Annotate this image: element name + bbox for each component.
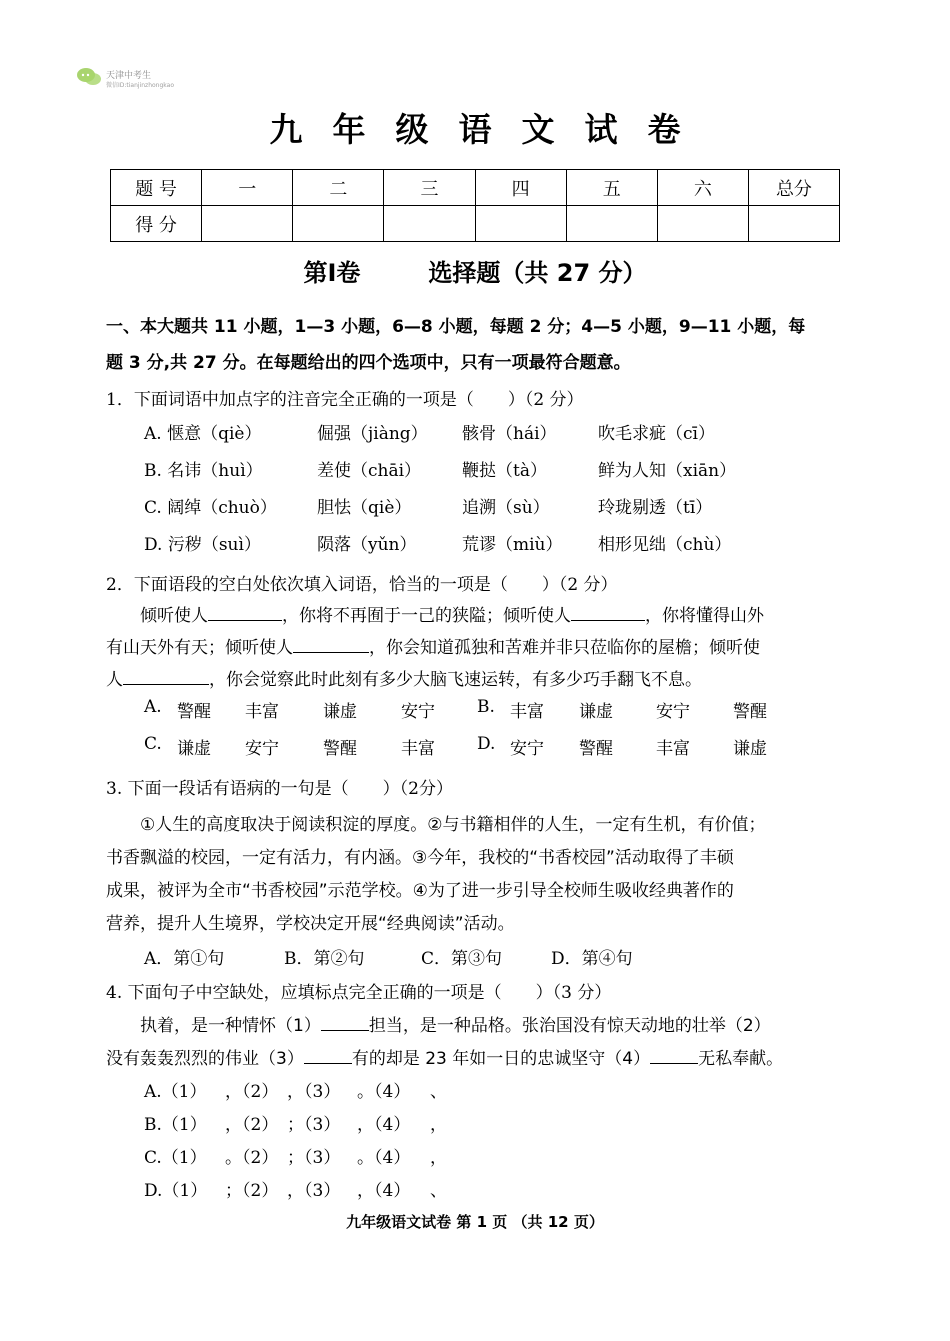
score-table-score-row	[111, 206, 840, 242]
fill-blank[interactable]	[123, 683, 209, 685]
option-part: ，	[430, 1148, 447, 1168]
option-label: A.	[144, 697, 162, 717]
option-part: ，（3）	[287, 1082, 341, 1102]
score-entry-cell[interactable]	[748, 206, 839, 242]
page-title: 九年级语文试卷	[269, 110, 711, 149]
question-2-stem: 2．下面语段的空白处依次填入词语，恰当的一项是（ ）（2 分）	[106, 575, 618, 595]
option-b-word-4: 鲜为人知（xiān）	[598, 461, 737, 481]
option-c: C．第③句	[421, 949, 503, 969]
section-part: 第Ⅰ卷	[303, 259, 361, 287]
question-3-stem: 3. 下面一段话有语病的一句是（ ）（2分）	[106, 779, 453, 799]
question-2-paragraph-line-2	[106, 633, 760, 658]
option-word: 谦虚	[323, 702, 357, 722]
option-d-word-2: 陨落（yǔn）	[317, 535, 417, 555]
question-1-stem: 1．下面词语中加点字的注音完全正确的一项是（ ）（2 分）	[106, 390, 584, 410]
option-c-word-2: 胆怯（qiè）	[317, 498, 412, 518]
option-word: 丰富	[401, 739, 435, 759]
option-word: 警醒	[177, 702, 211, 722]
option-word: 安宁	[401, 702, 435, 722]
score-table-cell: 题 号	[111, 170, 202, 206]
option-part: D.（1）	[144, 1181, 208, 1201]
sentence-text: 有的却是 23 年如一日的忠诚坚守（4）	[351, 1049, 651, 1069]
option-a-word-4: 吹毛求疵（cī）	[598, 424, 715, 444]
score-entry-cell[interactable]	[475, 206, 566, 242]
option-part: ；（3）	[287, 1148, 341, 1168]
option-a-word-2: 倔强（jiàng）	[317, 424, 428, 444]
score-entry-cell[interactable]	[566, 206, 657, 242]
option-part: ，（2）	[225, 1115, 279, 1135]
question-4-sentence-line-1	[140, 1011, 771, 1036]
score-table-header-row	[111, 170, 840, 206]
paragraph-text: ，你会觉察此时此刻有多少大脑飞速运转，有多少巧手翻飞不息。	[209, 670, 702, 690]
page-footer: 九年级语文试卷 第 1 页 （共 12 页）	[346, 1213, 604, 1231]
question-4-sentence-line-2	[106, 1044, 783, 1069]
option-d-word-4: 相形见绌（chù）	[598, 535, 732, 555]
paragraph-text: ，你会知道孤独和苦难并非只莅临你的屋檐；倾听使	[369, 638, 760, 658]
option-word: 谦虚	[579, 702, 613, 722]
fill-blank[interactable]	[208, 619, 282, 621]
option-part: ，（4）	[357, 1115, 411, 1135]
option-label: C.	[144, 734, 162, 754]
score-table-cell: 四	[475, 170, 566, 206]
score-entry-cell[interactable]	[384, 206, 475, 242]
option-d: D．第④句	[551, 949, 633, 969]
score-table-cell: 一	[202, 170, 293, 206]
option-part: 、	[430, 1181, 447, 1201]
logo-subtitle: 微信ID:tianjinzhongkao	[106, 82, 174, 89]
sentence-text: 没有轰轰烈烈的伟业（3）	[106, 1049, 304, 1069]
instructions-line-1: 一、本大题共 11 小题，1—3 小题，6—8 小题，每题 2 分；4—5 小题，9—11 小题，每	[106, 317, 806, 337]
sentence-text: 执着，是一种情怀（1）	[140, 1016, 321, 1036]
option-word: 安宁	[656, 702, 690, 722]
option-c-word-4: 玲珑剔透（tī）	[598, 498, 713, 518]
fill-blank[interactable]	[321, 1029, 369, 1031]
section-name: 选择题（共 27 分）	[428, 259, 647, 287]
option-part: 。（2）	[225, 1148, 279, 1168]
option-part: B.（1）	[144, 1115, 207, 1135]
score-table-cell: 三	[384, 170, 475, 206]
logo	[76, 66, 174, 92]
score-entry-cell[interactable]	[657, 206, 748, 242]
option-b: B．第②句	[284, 949, 365, 969]
score-table-cell: 得 分	[111, 206, 202, 242]
option-word: 丰富	[245, 702, 279, 722]
option-d-word-3: 荒谬（miù）	[462, 535, 563, 555]
score-table-cell: 二	[293, 170, 384, 206]
section-heading	[0, 253, 950, 288]
logo-name: 天津中考生	[106, 71, 152, 81]
option-part: C.（1）	[144, 1148, 207, 1168]
option-part: ；（2）	[225, 1181, 279, 1201]
option-a-word-3: 骸骨（hái）	[462, 424, 557, 444]
paragraph-text: 人	[106, 670, 123, 690]
score-table-cell: 总分	[748, 170, 839, 206]
option-word: 安宁	[245, 739, 279, 759]
question-3-paragraph-line: 营养，提升人生境界，学校决定开展“经典阅读”活动。	[106, 914, 515, 934]
option-label: D.	[477, 734, 496, 754]
fill-blank[interactable]	[650, 1062, 698, 1064]
fill-blank[interactable]	[293, 651, 369, 653]
option-a-word-1: A. 惬意（qiè）	[144, 424, 262, 444]
option-a: A．第①句	[144, 949, 225, 969]
option-word: 警醒	[323, 739, 357, 759]
option-part: ，	[430, 1115, 447, 1135]
sentence-text: 担当，是一种品格。张治国没有惊天动地的壮举（2）	[368, 1016, 771, 1036]
option-part: ；（3）	[287, 1115, 341, 1135]
option-word: 安宁	[510, 739, 544, 759]
option-part: ，（2）	[225, 1082, 279, 1102]
option-part: ，（3）	[287, 1181, 341, 1201]
score-table-cell: 六	[657, 170, 748, 206]
option-word: 谦虚	[177, 739, 211, 759]
question-2-paragraph-line-3	[106, 665, 702, 690]
option-c-word-3: 追溯（sù）	[462, 498, 550, 518]
question-3-paragraph-line: 书香飘溢的校园，一定有活力，有内涵。③今年，我校的“书香校园”活动取得了丰硕	[106, 848, 734, 868]
question-2-paragraph-line-1	[140, 601, 764, 626]
fill-blank[interactable]	[304, 1062, 352, 1064]
option-c-word-1: C. 阔绰（chuò）	[144, 498, 277, 518]
option-word: 警醒	[733, 702, 767, 722]
option-b-word-2: 差使（chāi）	[317, 461, 422, 481]
option-part: 。（4）	[357, 1148, 411, 1168]
option-d-word-1: D. 污秽（suì）	[144, 535, 261, 555]
paragraph-text: ，你将不再囿于一己的狭隘；倾听使人	[282, 606, 571, 626]
option-part: A.（1）	[144, 1082, 207, 1102]
chat-bubble-icon	[76, 66, 102, 88]
score-table-cell: 五	[566, 170, 657, 206]
option-part: 。（4）	[357, 1082, 411, 1102]
score-entry-cell[interactable]	[293, 206, 384, 242]
paragraph-text: 有山天外有天；倾听使人	[106, 638, 293, 658]
option-b-word-1: B. 名讳（huì）	[144, 461, 263, 481]
paragraph-text: ，你将懂得山外	[645, 606, 764, 626]
option-word: 谦虚	[733, 739, 767, 759]
fill-blank[interactable]	[571, 619, 645, 621]
sentence-text: 无私奉献。	[698, 1049, 784, 1069]
option-part: ，（4）	[357, 1181, 411, 1201]
question-4-stem: 4. 下面句子中空缺处，应填标点完全正确的一项是（ ）（3 分）	[106, 983, 612, 1003]
option-b-word-3: 鞭挞（tà）	[462, 461, 547, 481]
score-entry-cell[interactable]	[202, 206, 293, 242]
paragraph-text: 倾听使人	[140, 606, 208, 626]
question-3-paragraph-line: ①人生的高度取决于阅读积淀的厚度。②与书籍相伴的人生，一定有生机，有价值；	[140, 815, 766, 835]
option-part: 、	[430, 1082, 447, 1102]
question-3-paragraph-line: 成果，被评为全市“书香校园”示范学校。④为了进一步引导全校师生吸收经典著作的	[106, 881, 734, 901]
instructions-line-2: 题 3 分,共 27 分。在每题给出的四个选项中，只有一项最符合题意。	[106, 353, 631, 373]
option-label: B.	[477, 697, 495, 717]
score-table	[110, 169, 840, 242]
option-word: 丰富	[656, 739, 690, 759]
option-word: 警醒	[579, 739, 613, 759]
option-word: 丰富	[510, 702, 544, 722]
